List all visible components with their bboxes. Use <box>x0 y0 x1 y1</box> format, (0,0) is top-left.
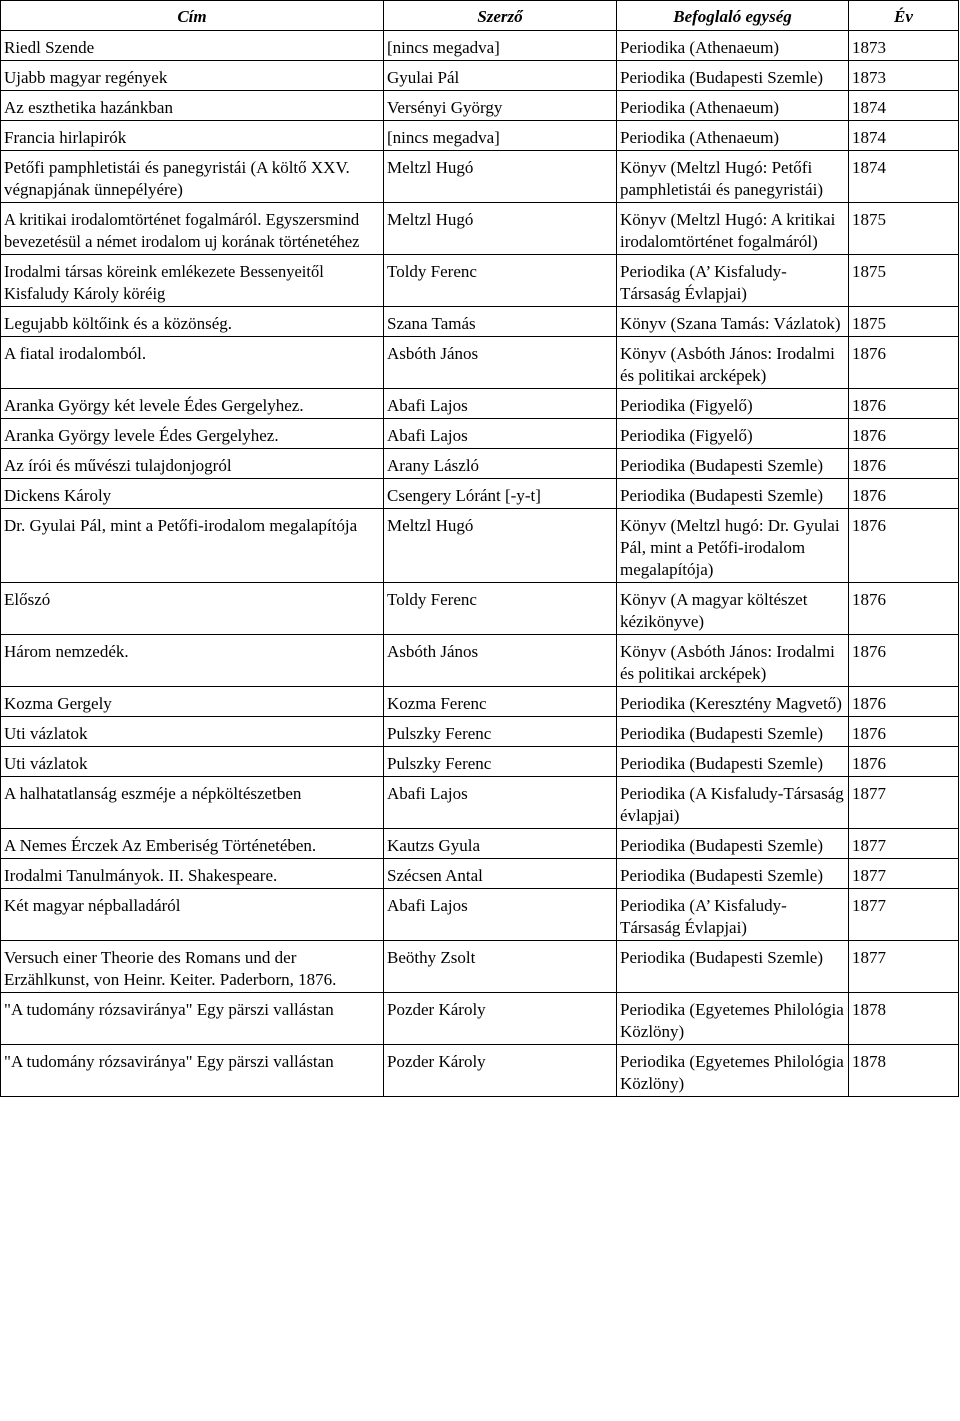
cell-title: Irodalmi Tanulmányok. II. Shakespeare. <box>1 859 384 889</box>
cell-author: Asbóth János <box>384 337 617 389</box>
cell-year: 1874 <box>849 121 959 151</box>
cell-title: Versuch einer Theorie des Romans und der Erzählkunst, von Heinr. Keiter. Paderborn, 1876. <box>1 941 384 993</box>
cell-container: Periodika (Figyelő) <box>617 389 849 419</box>
cell-container: Periodika (Budapesti Szemle) <box>617 449 849 479</box>
cell-title: A halhatatlanság eszméje a népköltészetben <box>1 777 384 829</box>
cell-title: Uti vázlatok <box>1 717 384 747</box>
cell-container: Periodika (Egyetemes Philológia Közlöny) <box>617 1045 849 1097</box>
table-row <box>1 203 959 255</box>
table-row <box>1 859 959 889</box>
cell-title: Az írói és művészi tulajdonjogról <box>1 449 384 479</box>
cell-title: Aranka György levele Édes Gergelyhez. <box>1 419 384 449</box>
table-row <box>1 509 959 583</box>
cell-year: 1873 <box>849 61 959 91</box>
cell-year: 1876 <box>849 479 959 509</box>
header-year[interactable]: Év <box>849 1 959 31</box>
cell-author: Gyulai Pál <box>384 61 617 91</box>
cell-author: Beöthy Zsolt <box>384 941 617 993</box>
table-row <box>1 635 959 687</box>
table-row <box>1 389 959 419</box>
table-row <box>1 307 959 337</box>
cell-year: 1876 <box>849 747 959 777</box>
cell-author: Abafi Lajos <box>384 389 617 419</box>
cell-year: 1876 <box>849 389 959 419</box>
table-row <box>1 479 959 509</box>
cell-title: Riedl Szende <box>1 31 384 61</box>
cell-author: Meltzl Hugó <box>384 509 617 583</box>
cell-title: Dickens Károly <box>1 479 384 509</box>
cell-title: Az eszthetika hazánkban <box>1 91 384 121</box>
cell-title: Kozma Gergely <box>1 687 384 717</box>
cell-title: A Nemes Érczek Az Emberiség Történetében. <box>1 829 384 859</box>
cell-container: Periodika (Athenaeum) <box>617 121 849 151</box>
table-row <box>1 583 959 635</box>
table-row <box>1 337 959 389</box>
cell-title: "A tudomány rózsaviránya" Egy pärszi vallástan <box>1 993 384 1045</box>
cell-year: 1876 <box>849 419 959 449</box>
cell-author: Toldy Ferenc <box>384 583 617 635</box>
cell-year: 1876 <box>849 635 959 687</box>
cell-author: Abafi Lajos <box>384 419 617 449</box>
cell-author: Pozder Károly <box>384 1045 617 1097</box>
table-row <box>1 91 959 121</box>
cell-container: Periodika (A Kisfaludy-Társaság évlapjai) <box>617 777 849 829</box>
cell-year: 1875 <box>849 307 959 337</box>
cell-author: Abafi Lajos <box>384 777 617 829</box>
cell-author: Toldy Ferenc <box>384 255 617 307</box>
cell-container: Periodika (Keresztény Magvető) <box>617 687 849 717</box>
cell-title: Három nemzedék. <box>1 635 384 687</box>
cell-container: Periodika (A’ Kisfaludy-Társaság Évlapjai) <box>617 889 849 941</box>
cell-title: Dr. Gyulai Pál, mint a Petőfi-irodalom megalapítója <box>1 509 384 583</box>
header-container[interactable]: Befoglaló egység <box>617 1 849 31</box>
cell-container: Könyv (Meltzl Hugó: A kritikai irodalomtörténet fogalmáról) <box>617 203 849 255</box>
cell-title: Petőfi pamphletistái és panegyristái (A költő XXV. végnapjának ünnepélyére) <box>1 151 384 203</box>
cell-year: 1877 <box>849 889 959 941</box>
table-row <box>1 1045 959 1097</box>
cell-year: 1874 <box>849 151 959 203</box>
header-title[interactable]: Cím <box>1 1 384 31</box>
table-row <box>1 747 959 777</box>
cell-author: [nincs megadva] <box>384 31 617 61</box>
cell-year: 1877 <box>849 859 959 889</box>
cell-title: Legujabb költőink és a közönség. <box>1 307 384 337</box>
cell-author: Csengery Lóránt [-y-t] <box>384 479 617 509</box>
cell-year: 1876 <box>849 509 959 583</box>
cell-author: Arany László <box>384 449 617 479</box>
cell-author: Szécsen Antal <box>384 859 617 889</box>
cell-container: Könyv (Meltzl hugó: Dr. Gyulai Pál, mint a Petőfi-irodalom megalapítója) <box>617 509 849 583</box>
table-row <box>1 829 959 859</box>
cell-title: "A tudomány rózsaviránya" Egy pärszi vallástan <box>1 1045 384 1097</box>
cell-title: A fiatal irodalomból. <box>1 337 384 389</box>
cell-title: Előszó <box>1 583 384 635</box>
cell-container: Periodika (Figyelő) <box>617 419 849 449</box>
table-row <box>1 687 959 717</box>
cell-container: Periodika (Budapesti Szemle) <box>617 829 849 859</box>
cell-container: Könyv (Meltzl Hugó: Petőfi pamphletistái és panegyristái) <box>617 151 849 203</box>
cell-container: Periodika (Budapesti Szemle) <box>617 717 849 747</box>
cell-container: Könyv (Asbóth János: Irodalmi és politikai arcképek) <box>617 635 849 687</box>
cell-container: Periodika (Athenaeum) <box>617 91 849 121</box>
table-row <box>1 31 959 61</box>
cell-container: Periodika (Budapesti Szemle) <box>617 941 849 993</box>
cell-author: Versényi György <box>384 91 617 121</box>
table-row <box>1 121 959 151</box>
cell-container: Könyv (Asbóth János: Irodalmi és politikai arcképek) <box>617 337 849 389</box>
table-row <box>1 151 959 203</box>
cell-year: 1878 <box>849 1045 959 1097</box>
cell-container: Könyv (A magyar költészet kézikönyve) <box>617 583 849 635</box>
cell-author: Pozder Károly <box>384 993 617 1045</box>
cell-year: 1878 <box>849 993 959 1045</box>
cell-title: Irodalmi társas köreink emlékezete Bessenyeitől Kisfaludy Károly köréig <box>1 255 384 307</box>
cell-author: Szana Tamás <box>384 307 617 337</box>
table-row <box>1 777 959 829</box>
cell-author: [nincs megadva] <box>384 121 617 151</box>
cell-author: Pulszky Ferenc <box>384 717 617 747</box>
cell-title: Uti vázlatok <box>1 747 384 777</box>
cell-title: A kritikai irodalomtörténet fogalmáról. Egyszersmind bevezetésül a német irodalom uj korának történetéhez <box>1 203 384 255</box>
table-row <box>1 889 959 941</box>
cell-title: Ujabb magyar regények <box>1 61 384 91</box>
table-row <box>1 61 959 91</box>
cell-container: Periodika (Budapesti Szemle) <box>617 61 849 91</box>
cell-container: Könyv (Szana Tamás: Vázlatok) <box>617 307 849 337</box>
cell-year: 1877 <box>849 777 959 829</box>
cell-author: Kautzs Gyula <box>384 829 617 859</box>
cell-year: 1876 <box>849 717 959 747</box>
cell-author: Asbóth János <box>384 635 617 687</box>
table-row <box>1 255 959 307</box>
header-row <box>1 1 959 31</box>
table-row <box>1 993 959 1045</box>
cell-title: Aranka György két levele Édes Gergelyhez. <box>1 389 384 419</box>
cell-year: 1877 <box>849 941 959 993</box>
cell-container: Periodika (Budapesti Szemle) <box>617 747 849 777</box>
cell-year: 1875 <box>849 255 959 307</box>
cell-author: Pulszky Ferenc <box>384 747 617 777</box>
cell-title: Két magyar népballadáról <box>1 889 384 941</box>
cell-container: Periodika (Budapesti Szemle) <box>617 479 849 509</box>
cell-year: 1876 <box>849 337 959 389</box>
cell-container: Periodika (Egyetemes Philológia Közlöny) <box>617 993 849 1045</box>
table-row <box>1 941 959 993</box>
table-row <box>1 717 959 747</box>
cell-author: Kozma Ferenc <box>384 687 617 717</box>
cell-year: 1876 <box>849 687 959 717</box>
cell-container: Periodika (Athenaeum) <box>617 31 849 61</box>
cell-year: 1876 <box>849 583 959 635</box>
table-row <box>1 419 959 449</box>
cell-author: Abafi Lajos <box>384 889 617 941</box>
cell-year: 1874 <box>849 91 959 121</box>
cell-year: 1876 <box>849 449 959 479</box>
cell-author: Meltzl Hugó <box>384 151 617 203</box>
cell-year: 1877 <box>849 829 959 859</box>
cell-year: 1875 <box>849 203 959 255</box>
cell-author: Meltzl Hugó <box>384 203 617 255</box>
cell-year: 1873 <box>849 31 959 61</box>
table-row <box>1 449 959 479</box>
cell-title: Francia hirlapirók <box>1 121 384 151</box>
cell-container: Periodika (A’ Kisfaludy-Társaság Évlapjai) <box>617 255 849 307</box>
header-author[interactable]: Szerző <box>384 1 617 31</box>
cell-container: Periodika (Budapesti Szemle) <box>617 859 849 889</box>
